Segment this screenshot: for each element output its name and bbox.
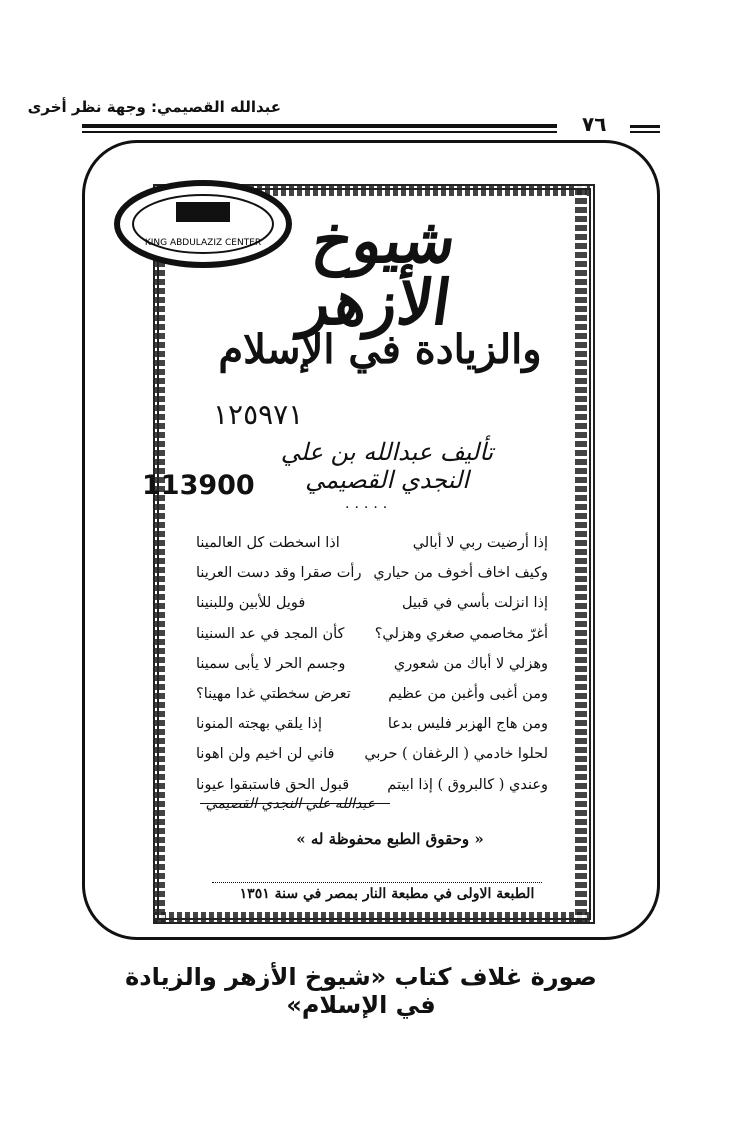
header-rule: [82, 124, 557, 128]
verse-second-half: وجسم الحر لا يأبى سمينا: [196, 655, 346, 672]
verse-first-half: ومن أغبى وأغبن من عظيم: [388, 685, 548, 702]
verse-first-half: وعندي ( كالبروق ) إذا ابيتم: [387, 776, 548, 793]
verse-first-half: وهزلي لا أباك من شعوري: [393, 655, 548, 672]
accession-number: 113900: [142, 470, 255, 501]
verse: [196, 535, 548, 565]
verse: [196, 565, 548, 595]
poet-signature: عبدالله علي النجدي القصيمي: [205, 796, 375, 812]
verse-second-half: كأن المجد في عد السنينا: [196, 625, 345, 642]
author-line: تأليف عبدالله بن علي النجدي القصيمي: [280, 438, 494, 494]
verse-first-half: وكيف اخاف أخوف من حياري: [373, 565, 548, 582]
cover-title: شيوخ الأزهر: [295, 204, 461, 339]
page-number-rule: [630, 125, 660, 128]
cover-subtitle: والزيادة في الإسلام: [218, 326, 542, 373]
edition-note: الطبعة الاولى في مطبعة النار بمصر في سنة ١٣٥١: [239, 886, 535, 902]
verse: [196, 746, 548, 776]
verse: [196, 656, 548, 686]
verse-first-half: ومن هاج الهزبر فليس بدعا: [387, 716, 548, 733]
page-number: ٧٦: [582, 112, 607, 136]
verse-first-half: لحلوا خادمي ( الرغفان ) حربي: [364, 746, 548, 763]
separator-dots: .....: [345, 496, 393, 512]
verse-second-half: فويل للأبين وللبنينا: [196, 595, 306, 612]
dotted-divider: [212, 882, 542, 883]
stamp-text: KING ABDULAZIZ CENTER: [144, 238, 262, 248]
verse-second-half: فاني لن اخيم ولن اهونا: [196, 746, 335, 763]
copyright-note: « وحقوق الطبع محفوظة له »: [296, 830, 484, 848]
figure-caption: صورة غلاف كتاب «شيوخ الأزهر والزيادة في الإسلام»: [125, 963, 597, 1019]
verse-first-half: أغرّ مخاصمي صغري وهزلي؟: [374, 625, 548, 642]
poem: [196, 535, 548, 807]
verse: [196, 595, 548, 625]
header-rule-thin: [82, 131, 557, 133]
verse: [196, 716, 548, 746]
running-title: عبدالله القصيمي: وجهة نظر أخرى: [27, 98, 281, 116]
verse-second-half: إذا يلقي بهجته المنونا: [196, 716, 322, 733]
verse-second-half: اذا اسخطت كل العالمينا: [196, 535, 340, 551]
verse: [196, 686, 548, 716]
verse-second-half: تعرض سخطتي غدا مهينا؟: [196, 685, 351, 702]
verse-first-half: إذا أرضيت ربي لا أبالي: [412, 535, 548, 551]
verse-second-half: رأت صقرا وقد دست العرينا: [196, 565, 362, 582]
page-number-rule-thin: [630, 131, 660, 133]
verse-first-half: إذا انزلت بأسي في قبيل: [401, 595, 548, 612]
verse: [196, 626, 548, 656]
verse-second-half: قبول الحق فاستبقوا عيونا: [196, 776, 350, 793]
catalog-number: ١٢٥٩٧١: [213, 398, 304, 431]
